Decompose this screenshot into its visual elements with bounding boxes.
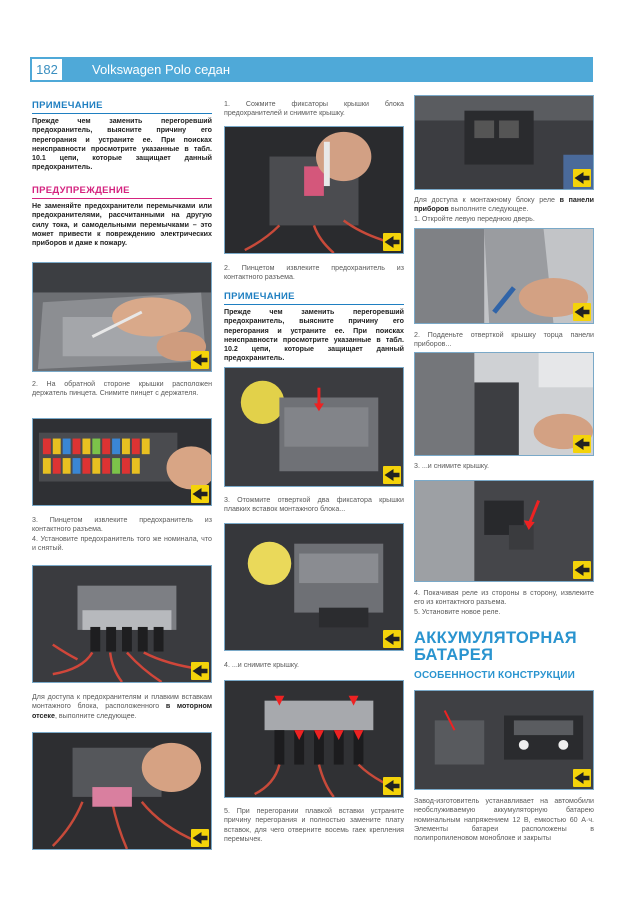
caption-col2-step-2: 2. Пинцетом извлеките предохранитель из контактного разъема. [224,264,404,282]
caption-col3-step-5: 5. Установите новое реле. [414,607,501,616]
caption-col3-step-4: 4. Покачивая реле из стороны в сторону, извлеките его из контактного разъема. [414,589,594,607]
caption-col3-step-3: 3. ...и снимите крышку. [414,462,489,470]
caption-steps-3-4 [32,516,212,553]
caption-col2-step-4: 4. ...и снимите крышку. [224,661,299,669]
photo-relay-block [414,95,594,190]
section-subtitle: ОСОБЕННОСТИ КОНСТРУКЦИИ [414,670,575,681]
caption-engine-access-bold: в моторном отсеке [32,702,212,720]
arrow-badge-icon [573,561,591,579]
caption-col3-step-2: 2. Подденьте отверткой крышку торца панели приборов... [414,331,594,349]
note-box-2 [224,291,404,364]
arrow-badge-icon [191,485,209,503]
photo-fuse-cover-removed [224,523,404,651]
note-text: Прежде чем заменить перегоревший предохранитель, выясните причину его перегорания и устраните ее. При поисках неисправности просмотрите указанные в табл. 10.1 цепи, которые защищает данный предохранитель. [32,117,212,172]
photo-engine-fuse-cover [32,732,212,850]
section-title-line-2: БАТАРЕЯ [414,646,494,664]
caption-relay-access-line [414,196,594,215]
caption-step-2: 2. На обратной стороне крышки расположен держатель пинцета. Снимите пинцет с держателя. [32,380,212,398]
photo-engine-fuse-block [32,565,212,683]
caption-col2-step-3: 3. Отожмите отверткой два фиксатора крышки плавких вставок монтажного блока... [224,496,404,514]
section-title-line-1: АККУМУЛЯТОРНАЯ [414,629,577,647]
arrow-badge-icon [573,303,591,321]
photo-fuse-cover-tweezers [32,262,212,372]
arrow-badge-icon [191,351,209,369]
caption-relay-access-part2: выполните следующее. [448,205,529,214]
caption-relay-access [414,196,594,224]
caption-col2-step-5: 5. При перегорании плавкой вставки устраните причину перегорания и полностью замените плату вставок, для чего отверните восемь гаек крепления перемычек. [224,807,404,843]
caption-battery-intro: Завод-изготовитель устанавливает на автомобили необслуживаемую аккумуляторную батарею номинальным напряжением 12 В, емкостью 60 А·ч. Элементы батареи расположены в полипропиленовом моноблоке и закрыты [414,797,594,843]
photo-fuse-cover-screwdriver [224,367,404,487]
arrow-badge-icon [191,829,209,847]
arrow-badge-icon [383,233,401,251]
arrow-badge-icon [191,662,209,680]
caption-engine-access-part1: Для доступа к предохранителям и плавким вставкам монтажного блока, расположенного [32,693,212,711]
warning-box [32,185,212,248]
page-number: 182 [30,57,64,82]
caption-col3-step-1: 1. Откройте левую переднюю дверь. [414,214,535,223]
arrow-badge-icon [573,169,591,187]
note-title: ПРИМЕЧАНИЕ [32,100,212,114]
page-header [30,57,593,82]
caption-col2-step-1: 1. Сожмите фиксаторы крышки блока предохранителей и снимите крышку. [224,100,404,118]
warning-text: Не заменяйте предохранители перемычками или предохранителями, рассчитанными на другую силу тока, и самодельными перемычками – это может привести к повреждению электрических приборов и даже к пожару. [32,202,212,248]
photo-fuse-block-pliers [224,126,404,254]
photo-relay-removal [414,480,594,582]
note-title-2: ПРИМЕЧАНИЕ [224,291,404,305]
caption-step-4: 4. Установите предохранитель того же номинала, что и снятый. [32,534,212,552]
caption-relay-access-part1: Для доступа к монтажному блоку реле [414,196,560,204]
arrow-badge-icon [383,777,401,795]
arrow-badge-icon [383,630,401,648]
arrow-badge-icon [573,435,591,453]
arrow-badge-icon [383,466,401,484]
photo-battery [414,690,594,790]
photo-dashboard-end-cover [414,228,594,324]
note-text-2: Прежде чем заменить перегоревший предохранитель, выясните причину его перегорания и устраните ее. При поисках неисправности просмотрите указанные в табл. 10.2 цепи, которые защищает данный предохранитель. [224,308,404,363]
caption-step-3: 3. Пинцетом извлеките предохранитель из контактного разъема. [32,516,212,534]
note-box [32,100,212,173]
section-title-battery [414,630,577,664]
arrow-badge-icon [573,769,591,787]
book-title: Volkswagen Polo седан [92,62,231,77]
caption-engine-access-part2: , выполните следующее. [54,711,137,720]
caption-engine-access [32,693,212,721]
caption-relay-access-bold: в панели приборов [414,196,594,214]
warning-title: ПРЕДУПРЕЖДЕНИЕ [32,185,212,199]
photo-fusible-links [224,680,404,798]
caption-col3-steps-4-5 [414,589,594,617]
photo-dashboard-cover-removed [414,352,594,456]
photo-fuse-block [32,418,212,506]
